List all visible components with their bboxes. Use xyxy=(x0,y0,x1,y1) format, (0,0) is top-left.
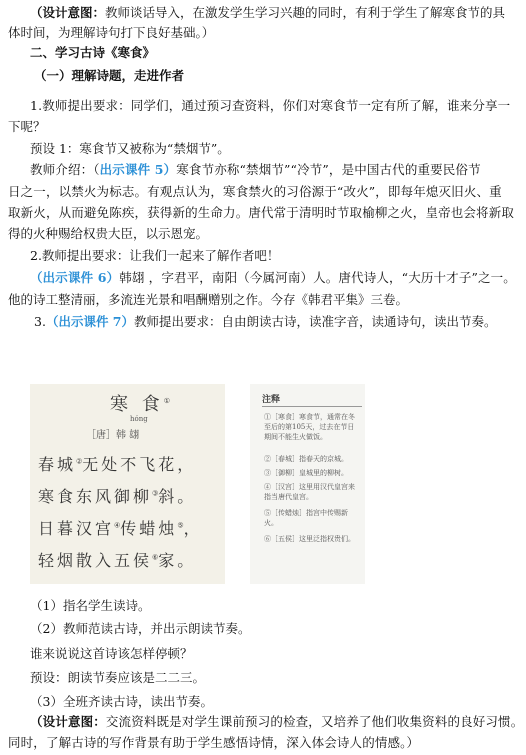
step-2: （2）教师范读古诗，并出示朗读节奏。 xyxy=(30,621,251,636)
design-intent-label: （设计意图： xyxy=(30,5,106,20)
requirement-2: 2.教师提出要求：让我们一起来了解作者吧！ xyxy=(30,248,280,263)
poem-line xyxy=(38,452,196,475)
annotation-panel xyxy=(250,384,365,584)
poem-text: 传蜡烛 xyxy=(120,519,178,538)
teacher-intro-line1 xyxy=(30,161,481,179)
requirement-1-line2: 下呢？ xyxy=(8,119,46,134)
poem-line xyxy=(38,548,196,571)
courseware-6-line2: 他的诗工整清丽，多流连光景和唱酬赠别之作。今存《韩君平集》三卷。 xyxy=(8,292,409,307)
annotation-heading: 注释 xyxy=(262,395,281,405)
poem-text: ， xyxy=(183,519,203,538)
preset-answer-1: 预设 1：寒食节又被称为“禁烟节”。 xyxy=(30,141,230,156)
step-1: （1）指名学生读诗。 xyxy=(30,598,151,613)
annotation-divider xyxy=(262,406,362,407)
annotation-item: ①［寒食］寒食节，通常在冬至后的第105天，过去在节日期间不能生火做饭。 xyxy=(264,413,355,441)
author-intro-text: 韩翃 ，字君平，南阳（今属河南）人。唐代诗人，“大历十才子”之一。 xyxy=(119,270,516,285)
poem-text: 寒食东风御柳 xyxy=(38,487,153,506)
requirement-1-line1: 1.教师提出要求：同学们，通过预习查资料，你们对寒食节一定有所了解，谁来分享一 xyxy=(30,98,511,113)
annotation-item: ③［御柳］皇城里的柳树。 xyxy=(264,469,348,477)
teacher-intro-line3: 取新火，从而避免陈疾，获得新的生命力。唐代常于清明时节取榆柳之火，皇帝也会将新取 xyxy=(8,205,515,220)
design-intent-continuation: 体时间，为理解诗句打下良好基础。） xyxy=(8,25,215,40)
section-heading: 二、学习古诗《寒食》 xyxy=(30,45,156,60)
poem-note-mark: ⑥ xyxy=(152,553,159,562)
requirement-3 xyxy=(34,313,497,331)
design-intent-label-2: （设计意图： xyxy=(30,714,106,729)
annotation-item: ④［汉宫］这里用汉代皇宫来指当唐代皇宫。 xyxy=(264,483,355,501)
preset-answer-2: 预设：朗读节奏应该是二二三。 xyxy=(30,670,206,685)
subsection-heading: （一）理解诗题，走进作者 xyxy=(34,68,185,83)
design-intent-text-2: 交流资料既是对学生课前预习的检查，又培养了他们收集资料的良好习惯。 xyxy=(105,714,524,729)
teacher-intro-lead: 教师介绍：（ xyxy=(30,162,100,177)
poem-text: 轻烟散入五侯 xyxy=(38,551,153,570)
poem-text: 家。 xyxy=(158,551,197,570)
design-intent-paragraph-2 xyxy=(30,713,523,731)
poem-text: 斜。 xyxy=(158,487,197,506)
design-intent-paragraph xyxy=(30,4,505,22)
poem-note-mark: ④ xyxy=(114,521,121,530)
question: 谁来说说这首诗该怎样停顿？ xyxy=(30,646,193,661)
design-intent-text: 教师谈话导入，在激发学生学习兴趣的同时，有利于学生了解寒食节的具 xyxy=(105,5,506,20)
poem-panel xyxy=(30,384,225,584)
poem-note-mark: ⑤ xyxy=(177,521,184,530)
poem-text: 春城 xyxy=(38,455,77,474)
annotation-item: ②［春城］指春天的京城。 xyxy=(264,455,348,463)
courseware-7-tag: （出示课件 7） xyxy=(45,314,134,329)
poem-note-mark: ② xyxy=(76,457,83,466)
requirement-3-number: 3. xyxy=(34,314,46,329)
teacher-intro-line2: 日之一，以禁火为标志。有观点认为，寒食禁火的习俗源于“改火”，即每年熄灭旧火、重 xyxy=(8,184,502,199)
step-3: （3）全班齐读古诗，读出节奏。 xyxy=(30,694,213,709)
poem-text: 无处不飞花， xyxy=(82,455,197,474)
poem-figure xyxy=(30,384,365,584)
courseware-5-tag: 出示课件 5） xyxy=(99,162,177,177)
poem-text: 日暮汉宫 xyxy=(38,519,115,538)
teacher-intro-line4: 得的火种赐给权贵大臣，以示恩宠。 xyxy=(8,226,209,241)
poem-line xyxy=(38,516,203,539)
poem-title-text: 寒 食 xyxy=(110,394,164,415)
annotation-item: ⑥［五侯］这里泛指权贵们。 xyxy=(264,535,355,543)
poem-title xyxy=(110,390,170,416)
design-intent-continuation-2: 同时，了解古诗的写作背景有助于学生感悟诗情，深入体会诗人的情感。） xyxy=(8,735,420,750)
poem-line xyxy=(38,484,196,507)
poem-author: ［唐］韩 翃 xyxy=(86,430,140,441)
teacher-intro-text: 寒食节亦称“禁烟节”“冷节”，是中国古代的重要民俗节 xyxy=(176,162,481,177)
poem-title-note-mark: ① xyxy=(163,397,171,405)
courseware-6-line1 xyxy=(30,269,516,287)
requirement-3-text: 教师提出要求：自由朗读古诗，读准字音，读通诗句，读出节奏。 xyxy=(134,314,497,329)
courseware-6-tag: （出示课件 6） xyxy=(30,270,120,285)
poem-note-mark: ③ xyxy=(152,489,159,498)
annotation-item: ⑤［传蜡烛］指宫中传赐新火。 xyxy=(264,509,348,527)
poem-pinyin: hóng xyxy=(130,415,148,423)
